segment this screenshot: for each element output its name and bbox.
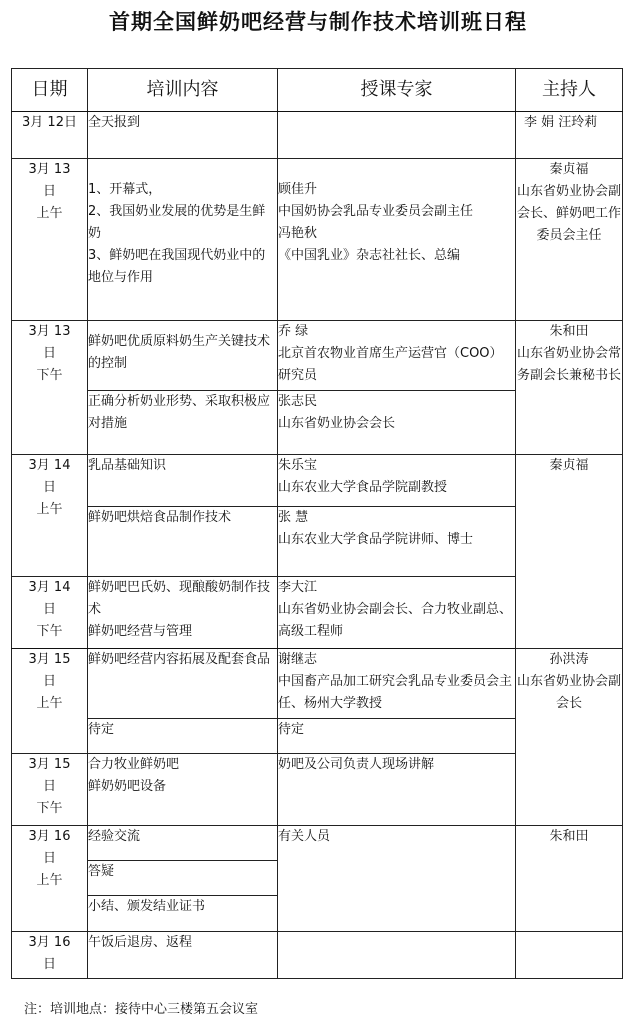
- content-cell: 1、开幕式， 2、我国奶业发展的优势是生鲜奶 3、鲜奶吧在我国现代奶业中的地位与作用: [88, 159, 278, 321]
- content-cell: 鲜奶吧巴氏奶、现酿酸奶制作技术 鲜奶吧经营与管理: [88, 577, 278, 649]
- content-cell: 待定: [88, 719, 278, 754]
- host-cell: [516, 932, 623, 979]
- date-cell: 3月 14 日 上午: [12, 455, 88, 577]
- table-row: [12, 321, 623, 391]
- content-cell: 鲜奶吧经营内容拓展及配套食品: [88, 649, 278, 719]
- date-cell: 3月 14 日 下午: [12, 577, 88, 649]
- content-cell: 小结、颁发结业证书: [88, 896, 278, 932]
- expert-cell: 李大江 山东省奶业协会副会长、合力牧业副总、高级工程师: [278, 577, 516, 649]
- expert-cell: 奶吧及公司负责人现场讲解: [278, 754, 516, 826]
- expert-cell: 张志民 山东省奶业协会会长: [278, 391, 516, 455]
- date-cell: 3月 16 日 上午: [12, 826, 88, 932]
- content-cell: 乳品基础知识: [88, 455, 278, 507]
- content-cell: 鲜奶吧烘焙食品制作技术: [88, 507, 278, 577]
- header-content: 培训内容: [88, 69, 278, 112]
- host-cell: 李 娟 汪玲莉: [516, 112, 623, 159]
- page-title: 首期全国鲜奶吧经营与制作技术培训班日程: [109, 10, 527, 34]
- content-cell: 午饭后退房、返程: [88, 932, 278, 979]
- schedule-table: [11, 68, 623, 979]
- expert-cell: 谢继志 中国畜产品加工研究会乳品专业委员会主任、杨州大学教授: [278, 649, 516, 719]
- expert-cell: [278, 932, 516, 979]
- expert-cell: 朱乐宝 山东农业大学食品学院副教授: [278, 455, 516, 507]
- header-host: 主持人: [516, 69, 623, 112]
- host-cell: 朱和田: [516, 826, 623, 932]
- date-cell: 3月 15 日 下午: [12, 754, 88, 826]
- expert-cell: [278, 112, 516, 159]
- host-cell: 秦贞福: [516, 455, 623, 649]
- expert-cell: 待定: [278, 719, 516, 754]
- table-row: [12, 455, 623, 507]
- host-cell: 朱和田 山东省奶业协会常务副会长兼秘书长: [516, 321, 623, 455]
- content-cell: 合力牧业鲜奶吧 鲜奶奶吧设备: [88, 754, 278, 826]
- date-cell: 3月 15 日 上午: [12, 649, 88, 754]
- date-cell: 3月 12日: [12, 112, 88, 159]
- table-row: [12, 159, 623, 321]
- expert-cell: 张 慧 山东农业大学食品学院讲师、博士: [278, 507, 516, 577]
- content-cell: 答疑: [88, 861, 278, 896]
- date-cell: 3月 16 日: [12, 932, 88, 979]
- host-cell: 秦贞福 山东省奶业协会副会长、鲜奶吧工作委员会主任: [516, 159, 623, 321]
- content-cell: 正确分析奶业形势、采取积极应对措施: [88, 391, 278, 455]
- host-cell: 孙洪涛 山东省奶业协会副会长: [516, 649, 623, 826]
- table-row: [12, 649, 623, 719]
- expert-cell: 顾佳升 中国奶协会乳品专业委员会副主任 冯艳秋 《中国乳业》杂志社社长、总编: [278, 159, 516, 321]
- content-cell: 鲜奶吧优质原料奶生产关键技术的控制: [88, 321, 278, 391]
- content-cell: 经验交流: [88, 826, 278, 861]
- footnote: 注：培训地点：接待中心三楼第五会议室: [24, 1002, 259, 1017]
- date-cell: 3月 13 日 上午: [12, 159, 88, 321]
- table-row: [12, 826, 623, 861]
- header-expert: 授课专家: [278, 69, 516, 112]
- table-row: [12, 112, 623, 159]
- header-row: [12, 69, 623, 112]
- date-cell: 3月 13 日 下午: [12, 321, 88, 455]
- table-row: [12, 932, 623, 979]
- expert-cell: 乔 绿 北京首农物业首席生产运营官（COO）研究员: [278, 321, 516, 391]
- content-cell: 全天报到: [88, 112, 278, 159]
- header-date: 日期: [12, 69, 88, 112]
- expert-cell: 有关人员: [278, 826, 516, 932]
